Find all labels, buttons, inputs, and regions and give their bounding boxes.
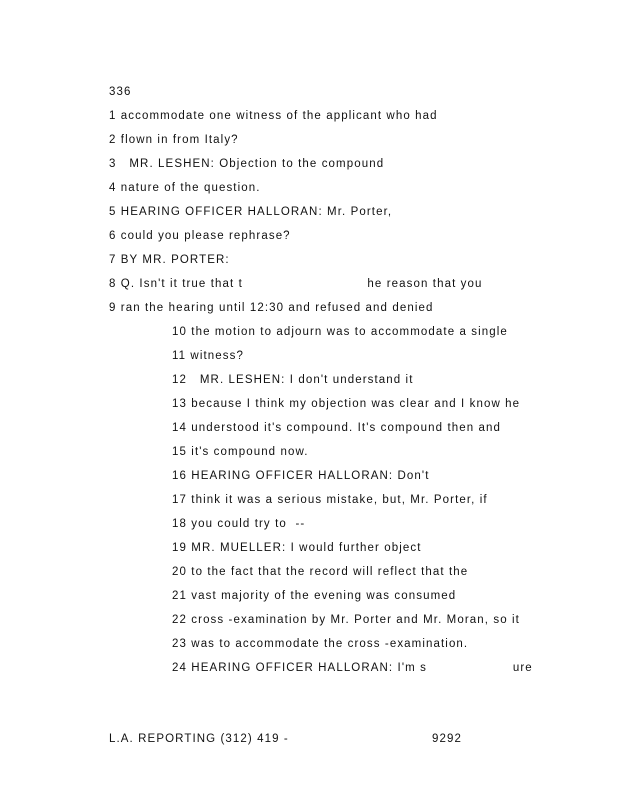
transcript-line-19: 19 MR. MUELLER: I would further object [172,542,422,554]
transcript-line-3: 3 MR. LESHEN: Objection to the compound [109,158,385,170]
transcript-line-10: 10 the motion to adjourn was to accommodate a single [172,326,508,338]
transcript-line-2: 2 flown in from Italy? [109,134,239,146]
transcript-line-21: 21 vast majority of the evening was consumed [172,590,457,602]
transcript-line-16: 16 HEARING OFFICER HALLORAN: Don't [172,470,430,482]
transcript-line-6: 6 could you please rephrase? [109,230,291,242]
footer-phone-suffix: 9292 [432,733,462,745]
transcript-line-13: 13 because I think my objection was clear and I know he [172,398,521,410]
transcript-line-23: 23 was to accommodate the cross -examination. [172,638,469,650]
transcript-line-22: 22 cross -examination by Mr. Porter and Mr. Moran, so it [172,614,520,626]
transcript-line-12: 12 MR. LESHEN: I don't understand it [172,374,414,386]
transcript-line-7: 7 BY MR. PORTER: [109,254,230,266]
transcript-line-15: 15 it's compound now. [172,446,309,458]
transcript-line-14: 14 understood it's compound. It's compound then and [172,422,502,434]
transcript-line-24: 24 HEARING OFFICER HALLORAN: I'm s ure [172,662,533,674]
transcript-line-17: 17 think it was a serious mistake, but, Mr. Porter, if [172,494,488,506]
transcript-line-5: 5 HEARING OFFICER HALLORAN: Mr. Porter, [109,206,393,218]
transcript-line-4: 4 nature of the question. [109,182,261,194]
footer-reporter: L.A. REPORTING (312) 419 - [109,733,289,745]
transcript-line-18: 18 you could try to -- [172,518,306,530]
transcript-line-1: 1 accommodate one witness of the applicant who had [109,110,438,122]
transcript-line-9: 9 ran the hearing until 12:30 and refused and denied [109,302,434,314]
page-number: 336 [109,86,132,98]
transcript-line-20: 20 to the fact that the record will reflect that the [172,566,469,578]
transcript-line-8: 8 Q. Isn't it true that t he reason that you [109,278,483,290]
transcript-line-11: 11 witness? [172,350,244,362]
